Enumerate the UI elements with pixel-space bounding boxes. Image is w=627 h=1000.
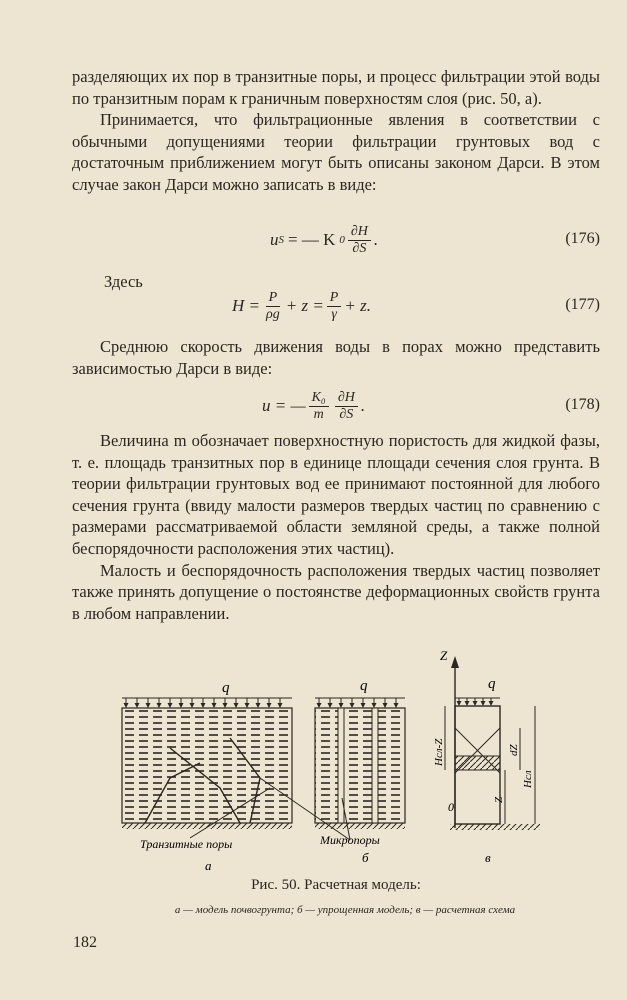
load-arrow-head	[267, 703, 272, 708]
eq177-f1-num: P	[266, 290, 281, 307]
load-arrow-head	[245, 703, 250, 708]
panel-a-model	[122, 708, 292, 829]
load-arrow-head	[179, 703, 184, 708]
load-arrow-head	[383, 703, 388, 708]
paragraph-2: Принимается, что фильтрационные явления в соответствии с обычными допущениями теории фильтрации грунтовых вод с достаточным приближением могут быть описаны законом Дарси. В этом случае закон Дарси можно записать в виде:	[72, 110, 600, 194]
load-arrow-head	[157, 703, 162, 708]
load-label-v: q	[488, 676, 496, 692]
paragraph-1: разделяющих их пор в транзитные поры, и процесс фильтрации этой воды по транзитным порам к граничным поверхностям слоя (рис. 50, а).	[72, 67, 600, 108]
origin-label: 0	[448, 800, 454, 814]
eq178-f2-num: ∂H	[335, 390, 358, 407]
eq177-f2-num: P	[327, 290, 342, 307]
eq176-num: ∂H	[348, 224, 371, 241]
load-arrow-head	[465, 701, 470, 706]
eq177-fraction-1	[263, 290, 283, 323]
load-arrow-head	[372, 703, 377, 708]
eq176-k-sub: 0	[339, 234, 345, 246]
eq176-rhs-prefix: = — K	[288, 230, 336, 249]
load-arrow-head	[361, 703, 366, 708]
eq178-fraction-1	[309, 390, 329, 423]
panel-b-model	[315, 698, 405, 829]
load-arrow-head	[481, 701, 486, 706]
load-arrow-head	[317, 703, 322, 708]
load-arrow-head	[394, 703, 399, 708]
load-arrow-head	[473, 701, 478, 706]
eq176-lhs-sub: S	[278, 234, 284, 246]
panel-v-letter: в	[485, 850, 491, 865]
load-arrow-head	[223, 703, 228, 708]
panel-b-letter: б	[362, 850, 369, 865]
eq178-number: (178)	[565, 396, 600, 413]
eq176-den: ∂S	[352, 240, 367, 256]
dim-z-label: Z	[493, 796, 505, 803]
eq176-fraction	[348, 224, 371, 257]
equation-177	[72, 286, 600, 326]
load-arrow-head	[278, 703, 283, 708]
load-arrows-a	[124, 698, 283, 708]
load-arrow-head	[457, 701, 462, 706]
eq177-mid: + z =	[285, 296, 324, 315]
equation-178	[72, 386, 600, 426]
load-arrow-head	[234, 703, 239, 708]
panel-a-letter: а	[205, 858, 212, 873]
load-arrow-head	[190, 703, 195, 708]
load-arrow-head	[124, 703, 129, 708]
eq177-f1-den: ρg	[266, 306, 280, 322]
dim-hsl-z-label: Hсл-Z	[433, 738, 445, 766]
figure-caption: Рис. 50. Расчетная модель:	[251, 877, 421, 893]
text-block-lower	[72, 430, 600, 624]
load-arrow-head	[168, 703, 173, 708]
load-arrow-head	[489, 701, 494, 706]
dim-hsl-label: Hсл	[522, 770, 534, 788]
eq178-lhs: u = —	[262, 396, 306, 415]
load-label-a: q	[222, 680, 230, 696]
load-arrow-head	[212, 703, 217, 708]
eq178-tail: .	[360, 396, 366, 415]
paragraph-6: Малость и беспорядочность расположения твердых частиц позволяет также принять допущение о постоянстве деформационных свойств грунта в любом направлении.	[72, 560, 600, 623]
load-arrows-b	[317, 698, 399, 708]
here-label: Здесь	[104, 272, 143, 291]
equation-176	[72, 220, 600, 260]
eq176-number: (176)	[565, 230, 600, 247]
eq177-number: (177)	[565, 296, 600, 313]
dim-dz-label: dZ	[508, 744, 520, 756]
eq178-f1-num: K₀	[309, 390, 329, 407]
paragraph-4: Среднюю скорость движения воды в порах можно представить зависимостью Дарси в виде:	[72, 337, 600, 378]
eq177-tail: + z.	[344, 296, 371, 315]
axis-z-label: Z	[440, 648, 448, 663]
micropores-label: Микропоры	[320, 833, 380, 847]
eq178-f1-den: m	[313, 406, 324, 422]
load-arrow-head	[146, 703, 151, 708]
text-block-top	[72, 66, 600, 196]
load-arrow-head	[328, 703, 333, 708]
eq176-lhs: u	[270, 230, 279, 249]
load-arrow-head	[350, 703, 355, 708]
transit-pores-label: Транзитные поры	[140, 837, 233, 851]
load-arrow-head	[256, 703, 261, 708]
load-arrow-head	[135, 703, 140, 708]
load-arrow-head	[201, 703, 206, 708]
eq178-fraction-2	[335, 390, 358, 423]
load-label-b: q	[360, 678, 368, 694]
eq177-fraction-2	[327, 290, 342, 323]
eq176-tail: .	[373, 230, 379, 249]
load-arrow-head	[339, 703, 344, 708]
eq178-f2-den: ∂S	[339, 406, 354, 422]
text-block-mid	[72, 336, 600, 379]
load-arrows-v	[457, 698, 494, 706]
paragraph-5: Величина m обозначает поверхностную пористость для жидкой фазы, т. е. площадь транзитных пор в единице площади сечения слоя грунта. В теории фильтрации грунтовых вод ее принимают постоянной для любого сечения грунта (ввиду малости размеров твердых частиц по сравнению с размерами рассматриваемой области земляной среды, а также полной беспорядочности расположения этих частиц).	[72, 431, 600, 558]
eq177-f2-den: γ	[331, 306, 337, 322]
figure-subcaption: а — модель почвогрунта; б — упрощенная модель; в — расчетная схема	[174, 904, 516, 916]
eq177-lhs: H =	[232, 296, 260, 315]
page-number: 182	[73, 934, 97, 951]
figure-50	[110, 648, 590, 888]
